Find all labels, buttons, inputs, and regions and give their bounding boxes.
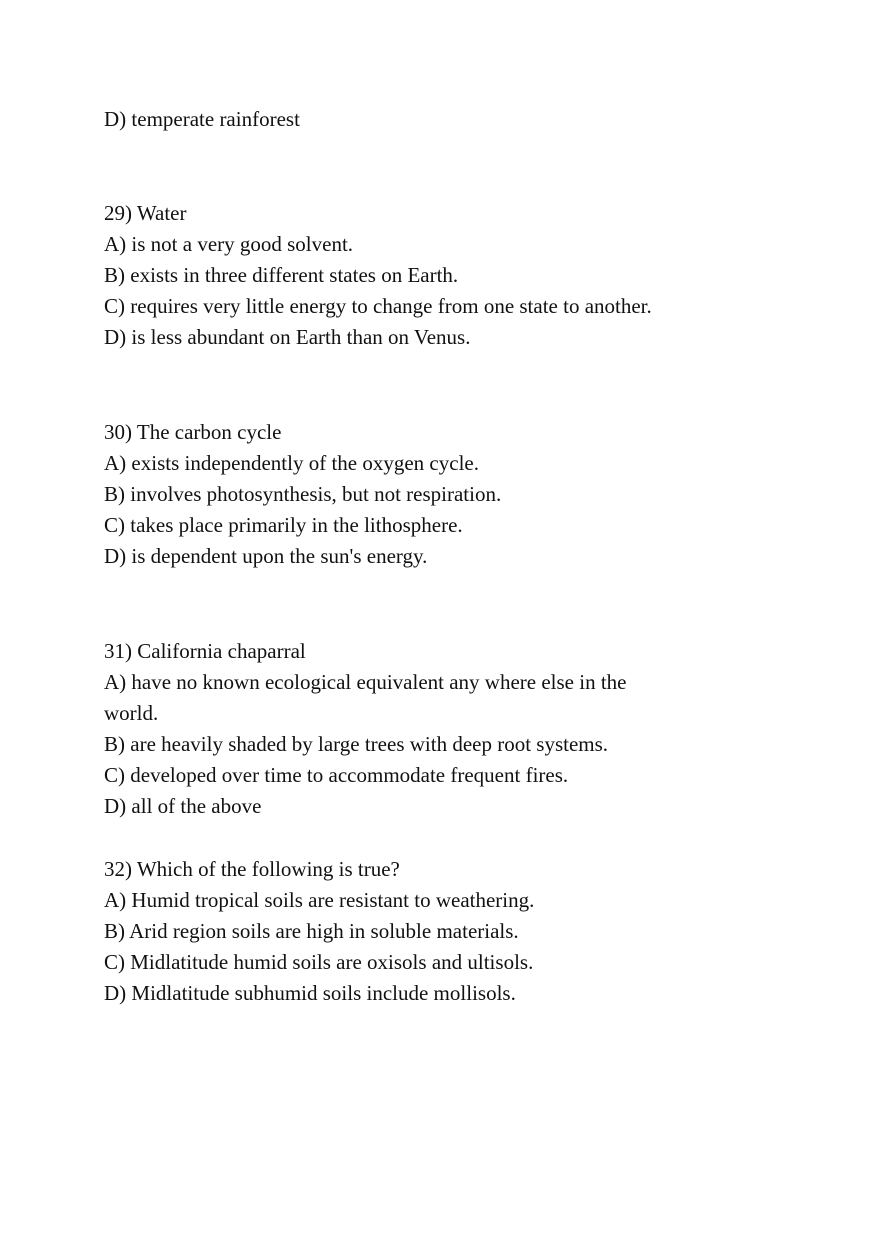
question-30-option-b: B) involves photosynthesis, but not respiration.: [104, 482, 502, 506]
question-31-option-a-continued: world.: [104, 701, 159, 725]
question-29-option-c: C) requires very little energy to change from one state to another.: [104, 294, 652, 318]
question-32-option-d: D) Midlatitude subhumid soils include mollisols.: [104, 981, 516, 1005]
question-29-stem: 29) Water: [104, 201, 187, 225]
question-31-option-a: A) have no known ecological equivalent any where else in the: [104, 670, 627, 694]
question-32-option-b: B) Arid region soils are high in soluble materials.: [104, 919, 519, 943]
question-29-option-a: A) is not a very good solvent.: [104, 232, 354, 256]
question-29-option-b: B) exists in three different states on Earth.: [104, 263, 459, 287]
question-32-stem: 32) Which of the following is true?: [104, 857, 400, 881]
question-32-option-a: A) Humid tropical soils are resistant to weathering.: [104, 888, 535, 912]
question-31-option-b: B) are heavily shaded by large trees with deep root systems.: [104, 732, 609, 756]
carryover-option-d: D) temperate rainforest: [104, 107, 300, 131]
question-32-option-c: C) Midlatitude humid soils are oxisols and ultisols.: [104, 950, 534, 974]
question-31-stem: 31) California chaparral: [104, 639, 306, 663]
question-30-option-d: D) is dependent upon the sun's energy.: [104, 544, 428, 568]
question-30-option-c: C) takes place primarily in the lithosphere.: [104, 513, 463, 537]
question-29-option-d: D) is less abundant on Earth than on Venus.: [104, 325, 471, 349]
question-30-stem: 30) The carbon cycle: [104, 420, 282, 444]
question-30-option-a: A) exists independently of the oxygen cycle.: [104, 451, 479, 475]
question-31-option-c: C) developed over time to accommodate frequent fires.: [104, 763, 569, 787]
question-31-option-d: D) all of the above: [104, 794, 262, 818]
